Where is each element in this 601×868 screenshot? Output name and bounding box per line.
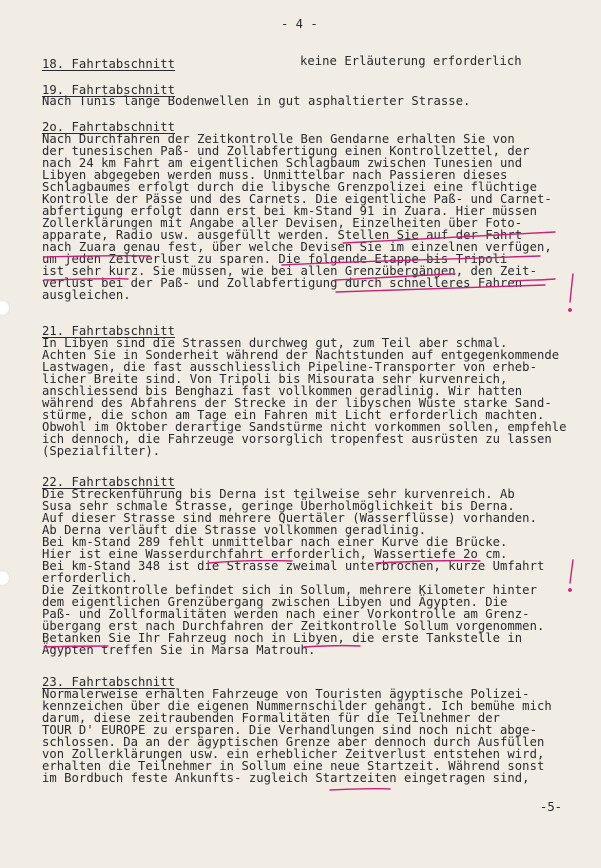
underline-mark: [343, 232, 555, 243]
underline-mark: [44, 646, 108, 647]
underline-mark: [304, 646, 360, 647]
text-line: (Spezialfilter).: [42, 444, 161, 458]
text-line: Zollerklärungen mit Angabe aller Devisen, Einzelheiten über Foto-: [42, 216, 523, 230]
section-heading-20: 2o. Fahrtabschnitt: [42, 120, 175, 134]
text-line: verlust bei der Paß- und Zollabfertigung durch schnelleres Fahren: [42, 276, 523, 290]
text-line: Nach Durchfahren der Zeitkontrolle Ben Gendarne erhalten Sie von: [42, 132, 515, 146]
margin-dot: [569, 589, 571, 591]
text-line: stürme, die schon am Tage ein Fahren mit Licht erforderlich machten.: [42, 408, 545, 422]
text-line: von Zollerklärungen usw. ein erheblicher Zeitverlust entstehen wird,: [42, 747, 545, 761]
underline-mark: [330, 789, 390, 790]
text-line: In Libyen sind die Strassen durchweg gut, zum Teil aber schmal.: [42, 336, 508, 350]
margin-dot: [569, 309, 571, 311]
text-line: anschliessend bis Benghazi fast vollkommen geradlinig. Wir hatten: [42, 384, 523, 398]
margin-stroke: [570, 560, 573, 583]
text-line: apparate, Radio usw. ausgefüllt werden. Stellen Sie auf der Fahrt: [42, 228, 523, 242]
underline-mark: [376, 561, 480, 563]
text-line: der tunesischen Paß- und Zollabfertigung einen Kontrollzettel, der: [42, 144, 530, 158]
section-heading-21: 21. Fahrtabschnitt: [42, 324, 175, 338]
section-heading-18: 18. Fahrtabschnitt: [42, 57, 175, 71]
underline-mark: [44, 256, 150, 257]
underline-mark: [512, 279, 555, 281]
underline-mark: [282, 256, 540, 265]
text-line: erforderlich.: [42, 571, 139, 585]
text-line: im Bordbuch feste Ankunfts- zugleich Startzeiten eingetragen sind,: [42, 771, 530, 785]
text-line: übergang erst nach Durchfahren der Zeitkontrolle Sollum vorgenommen.: [42, 619, 545, 633]
text-line: Ägypten treffen Sie in Marsa Matrouh.: [42, 643, 316, 657]
text-line: Lastwagen, die fast ausschliesslich Pipeline-Transporter von erheb-: [42, 360, 537, 374]
text-line: nach 24 km Fahrt am eigentlichen Schlagbaum zwischen Tunesien und: [42, 156, 523, 170]
text-line: Schlagbaumes erfolgt durch die libysche Grenzpolizei eine flüchtige: [42, 180, 537, 194]
text-line: dem eigentlichen Grenzübergang zwischen Libyen und Ägypten. Die: [42, 595, 508, 609]
text-line: darum, diese zeitraubenden Formalitäten für die Teilnehmer der: [42, 711, 501, 725]
text-line: Normalerweise erhalten Fahrzeuge von Touristen ägyptische Polizei-: [42, 687, 530, 701]
margin-stroke: [570, 274, 573, 302]
text-line: Die Zeitkontrolle befindet sich in Sollum, mehrere Kilometer hinter: [42, 583, 537, 597]
text-line: Die Streckenführung bis Derna ist teilweise sehr kurvenreich. Ab: [42, 487, 515, 501]
text-line: TOUR D' EUROPE zu ersparen. Die Verhandlungen sind noch nicht abge-: [42, 723, 537, 737]
text-line: Ab Derna verläuft die Strasse vollkommen geradlinig.: [42, 523, 427, 537]
underline-mark: [336, 285, 545, 292]
text-line: nach Zuara genau fest, über welche Devisen Sie im einzelnen verfügen,: [42, 240, 552, 254]
underline-mark: [44, 279, 128, 280]
text-line: ist sehr kurz. Sie müssen, wie bei allen Grenzübergängen, den Zeit-: [42, 264, 537, 278]
section-note-18: keine Erläuterung erforderlich: [300, 54, 522, 68]
text-line: Bei km-Stand 289 fehlt unmittelbar nach einer Kurve die Brücke.: [42, 535, 508, 549]
text-line: licher Breite sind. Von Tripoli bis Misourata sehr kurvenreich,: [42, 372, 508, 386]
section-heading-23: 23. Fahrtabschnitt: [42, 675, 175, 689]
text-line: Betanken Sie Ihr Fahrzeug noch in Libyen, die erste Tankstelle in: [42, 631, 523, 645]
underline-mark: [208, 561, 292, 563]
text-line: Libyen abgegeben werden muss. Unmittelbar nach Passieren dieses: [42, 168, 508, 182]
text-line: ich dennoch, die Fahrzeuge vorsorglich tropenfest ausrüsten zu lassen: [42, 432, 552, 446]
underline-mark: [335, 274, 455, 280]
text-line: Nach Tunis lange Bodenwellen in gut asphaltierter Strasse.: [42, 94, 471, 108]
page-number-top: - 4 -: [281, 17, 318, 31]
section-heading-22: 22. Fahrtabschnitt: [42, 475, 175, 489]
text-line: kennzeichen über die eigenen Nummernschilder gehängt. Ich bemühe mich: [42, 699, 552, 713]
text-line: Auf dieser Strasse sind mehrere Quertäler (Wasserflüsse) vorhanden.: [42, 511, 537, 525]
section-heading-19: 19. Fahrtabschnitt: [42, 83, 175, 97]
text-line: Bei km-Stand 348 ist die Strasse zweimal unterbrochen, kurze Umfahrt: [42, 559, 545, 573]
page-number-bottom: -5-: [540, 800, 563, 814]
text-line: während des Abfahrens der Strecke in der libyschen Wüste starke Sand-: [42, 396, 552, 410]
text-line: Susa sehr schmale Strasse, geringe Überholmöglichkeit bis Derna.: [42, 499, 515, 513]
text-line: Obwohl im Oktober derartige Sandstürme nicht vorkommen sollen, empfehle: [42, 420, 567, 434]
text-line: abfertigung erfolgt dann erst bei km-Stand 91 in Zuara. Hier müssen: [42, 204, 537, 218]
text-line: ausgleichen.: [42, 288, 131, 302]
text-line: erhalten die Teilnehmer in Sollum eine neue Startzeit. Während sonst: [42, 759, 545, 773]
text-line: schlossen. Da an der ägyptischen Grenze aber dennoch durch Ausfüllen: [42, 735, 545, 749]
text-line: Hier ist eine Wasserdurchfahrt erforderlich, Wassertiefe 2o cm.: [42, 547, 508, 561]
text-line: um jeden Zeitverlust zu sparen. Die folgende Etappe bis Tripoli: [42, 252, 508, 266]
text-line: Achten Sie in Sonderheit während der Nachtstunden auf entgegenkommende: [42, 348, 560, 362]
text-line: Paß- und Zollformalitäten werden nach einer Vorkontrolle am Grenz-: [42, 607, 530, 621]
text-line: Kontrolle der Pässe und des Carnets. Die eigentliche Paß- und Carnet-: [42, 192, 552, 206]
